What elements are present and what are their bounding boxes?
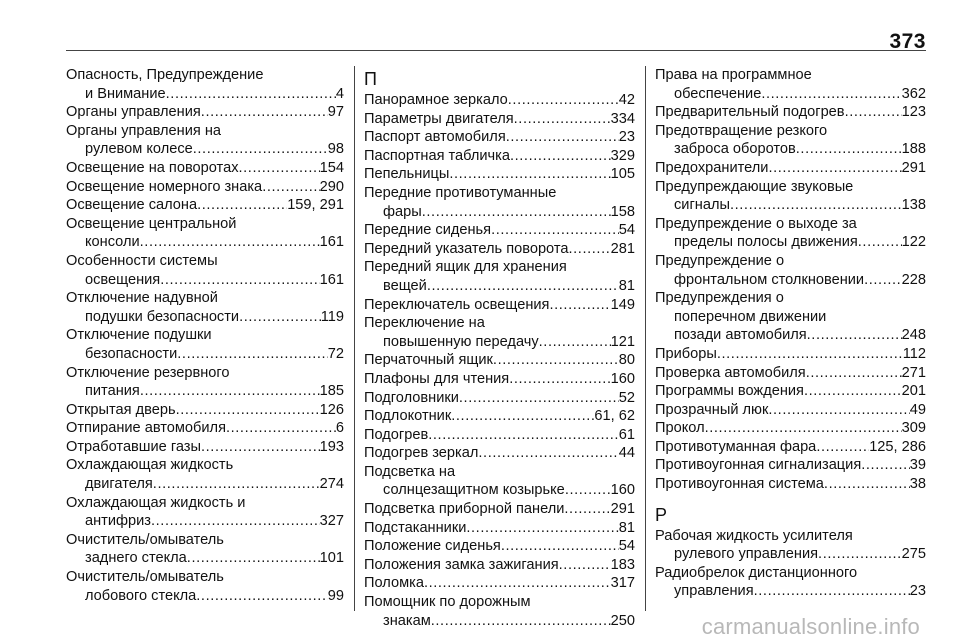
index-entry-text: Предохранители xyxy=(655,159,769,176)
index-entry-page: 329 xyxy=(610,147,635,164)
leader-dots xyxy=(510,147,611,166)
index-entry-page: 317 xyxy=(610,575,635,592)
index-entry-text: Отключение надувной xyxy=(66,290,218,307)
leader-dots xyxy=(569,240,611,259)
index-entry-page: 281 xyxy=(610,240,635,257)
index-entry-text: Освещение номерного знака xyxy=(66,178,263,195)
leader-dots xyxy=(807,326,902,345)
leader-dots xyxy=(176,401,320,420)
leader-dots xyxy=(705,419,902,438)
index-entry-page: 23 xyxy=(909,583,926,600)
index-entry-text: Противоугонная система xyxy=(655,476,824,493)
index-entry xyxy=(364,537,635,556)
leader-dots xyxy=(565,481,611,500)
leader-dots xyxy=(166,85,336,104)
index-entry xyxy=(66,364,344,401)
index-entry xyxy=(364,110,635,129)
index-entry-text: заднего стекла xyxy=(85,550,187,567)
leader-dots xyxy=(506,128,619,147)
index-entry-page: 161 xyxy=(319,234,344,251)
index-entry xyxy=(364,407,635,426)
leader-dots xyxy=(824,475,910,494)
index-entry-text: Переключатель освещения xyxy=(364,296,550,313)
index-entry xyxy=(364,593,635,630)
leader-dots xyxy=(549,296,610,315)
index-entry-text: Предупреждающие звуковые xyxy=(655,178,854,195)
index-column-3 xyxy=(645,66,926,611)
index-column-1 xyxy=(66,66,344,611)
index-entry-page: 248 xyxy=(901,327,926,344)
index-entry-text: Программы вождения xyxy=(655,383,804,400)
index-entry-text: фары xyxy=(383,203,422,220)
index-entry-text: Отпирание автомобиля xyxy=(66,420,226,437)
index-entry-text: двигателя xyxy=(85,476,153,493)
leader-dots xyxy=(428,426,619,445)
index-entry-page: 271 xyxy=(901,364,926,381)
index-entry-page: 42 xyxy=(618,92,635,108)
leader-dots xyxy=(187,549,320,568)
leader-dots xyxy=(861,456,910,475)
index-entry-text: Радиобрелок дистанционного xyxy=(655,564,858,581)
index-list-p-cont xyxy=(655,66,926,494)
index-entry-text: освещения xyxy=(85,271,161,288)
leader-dots xyxy=(539,333,611,352)
index-entry xyxy=(655,345,926,364)
index-entry-page: 99 xyxy=(327,587,344,604)
leader-dots xyxy=(239,308,321,327)
index-entry xyxy=(66,568,344,605)
leader-dots xyxy=(559,556,611,575)
index-entry-page: 158 xyxy=(610,203,635,220)
leader-dots xyxy=(239,159,320,178)
index-entry xyxy=(364,147,635,166)
index-entry-page: 54 xyxy=(618,538,635,555)
leader-dots xyxy=(845,103,902,122)
leader-dots xyxy=(864,271,902,290)
index-entry-page: 52 xyxy=(618,389,635,406)
leader-dots xyxy=(730,196,902,215)
leader-dots xyxy=(501,537,619,556)
index-entry-page: 44 xyxy=(618,445,635,462)
index-entry xyxy=(66,122,344,159)
leader-dots xyxy=(451,407,594,426)
leader-dots xyxy=(427,277,619,296)
leader-dots xyxy=(478,444,618,463)
index-entry-text: позади автомобиля xyxy=(674,327,807,344)
header-rule xyxy=(66,50,926,51)
index-entry-page: 119 xyxy=(320,308,344,325)
leader-dots xyxy=(177,345,328,364)
index-entry-page: 290 xyxy=(319,178,344,195)
index-entry xyxy=(655,564,926,601)
index-entry-text: Подголовники xyxy=(364,389,459,406)
index-entry-text: Подстаканники xyxy=(364,519,467,536)
leader-dots xyxy=(197,196,287,215)
index-entry-page: 39 xyxy=(909,457,926,474)
index-entry-text: Передние противотуманные xyxy=(364,184,557,201)
index-entry xyxy=(66,419,344,438)
index-entry-text: сигналы xyxy=(674,197,730,214)
leader-dots xyxy=(754,582,910,601)
index-entry-text: вещей xyxy=(383,277,427,294)
index-entry xyxy=(66,289,344,326)
index-entry-text: Передний ящик для хранения xyxy=(364,259,567,276)
index-entry-text: Открытая дверь xyxy=(66,401,176,418)
index-entry xyxy=(655,178,926,215)
index-entry-text: Передний указатель поворота xyxy=(364,240,569,257)
index-entry-page: 122 xyxy=(901,234,926,251)
index-entry xyxy=(655,103,926,122)
index-entry-page: 274 xyxy=(319,476,344,493)
index-list-p xyxy=(364,91,635,630)
index-entry xyxy=(364,128,635,147)
index-entry-page: 101 xyxy=(319,550,344,567)
index-entry-page: 125, 286 xyxy=(869,438,926,455)
index-entry xyxy=(364,426,635,445)
index-entry-page: 149 xyxy=(610,296,635,313)
index-entry xyxy=(364,500,635,519)
index-entry-text: Предупреждения о xyxy=(655,290,784,307)
index-entry-text: подушки безопасности xyxy=(85,308,240,325)
index-entry xyxy=(655,475,926,494)
index-entry xyxy=(364,463,635,500)
index-entry xyxy=(655,438,926,457)
index-entry-text: Очиститель/омыватель xyxy=(66,569,224,586)
index-entry-page: 250 xyxy=(610,612,635,629)
leader-dots xyxy=(768,401,909,420)
index-entry-text: Параметры двигателя xyxy=(364,110,514,127)
page-number: 373 xyxy=(889,30,926,53)
index-entry-text: обеспечение xyxy=(674,85,762,102)
index-entry xyxy=(66,178,344,197)
index-entry-text: Права на программное xyxy=(655,67,812,83)
index-entry-page: 80 xyxy=(618,352,635,369)
leader-dots xyxy=(153,475,320,494)
index-entry-page: 105 xyxy=(610,166,635,183)
leader-dots xyxy=(514,110,611,129)
index-entry xyxy=(364,296,635,315)
index-entry xyxy=(364,519,635,538)
index-entry-page: 61 xyxy=(618,426,635,443)
index-entry-text: Панорамное зеркало xyxy=(364,92,508,108)
index-entry-page: 228 xyxy=(901,271,926,288)
index-entry-text: питания xyxy=(85,383,140,400)
index-entry-text: антифриз xyxy=(85,513,151,530)
letter-heading-r: Р xyxy=(655,504,668,525)
index-entry-page: 154 xyxy=(319,159,344,176)
index-entry-text: Освещение на поворотах xyxy=(66,159,239,176)
index-entry xyxy=(66,456,344,493)
index-column-2 xyxy=(354,66,635,629)
index-entry-page: 161 xyxy=(319,271,344,288)
index-entry-text: Предотвращение резкого xyxy=(655,122,828,139)
index-entry-text: повышенную передачу xyxy=(383,333,539,350)
index-entry-text: фронтальном столкновении xyxy=(674,271,865,288)
index-entry-text: Охлаждающая жидкость xyxy=(66,457,234,474)
index-entry-page: 193 xyxy=(319,438,344,455)
index-entry xyxy=(655,252,926,289)
leader-dots xyxy=(564,500,610,519)
index-entry xyxy=(655,215,926,252)
index-entry-page: 112 xyxy=(902,345,926,362)
index-entry-page: 160 xyxy=(610,482,635,499)
index-entry-page: 81 xyxy=(618,519,635,536)
index-entry-text: Рабочая жидкость усилителя xyxy=(655,527,853,544)
leader-dots xyxy=(466,519,618,538)
index-entry-page: 121 xyxy=(610,333,635,350)
index-entry-text: Органы управления на xyxy=(66,122,222,139)
leader-dots xyxy=(422,203,611,222)
index-entry-page: 38 xyxy=(909,476,926,493)
index-entry-page: 275 xyxy=(901,546,926,563)
index-entry-page: 362 xyxy=(901,85,926,102)
leader-dots xyxy=(816,438,869,457)
letter-heading-p: П xyxy=(364,69,377,89)
index-entry xyxy=(364,184,635,221)
index-entry-page: 81 xyxy=(618,277,635,294)
index-entry-page: 327 xyxy=(319,513,344,530)
index-entry-text: Отключение резервного xyxy=(66,364,230,381)
leader-dots xyxy=(262,178,319,197)
leader-dots xyxy=(509,370,610,389)
index-entry-page: 72 xyxy=(327,345,344,362)
index-entry-page: 4 xyxy=(335,85,344,102)
index-entry-text: пределы полосы движения xyxy=(674,234,858,251)
index-entry xyxy=(66,531,344,568)
index-entry-text: Отработавшие газы xyxy=(66,438,201,455)
index-entry-text: Освещение центральной xyxy=(66,215,237,232)
leader-dots xyxy=(140,382,320,401)
index-entry xyxy=(66,103,344,122)
index-entry-text: Передние сиденья xyxy=(364,222,492,239)
index-entry-page: 309 xyxy=(901,420,926,437)
index-entry xyxy=(66,196,344,215)
index-entry-text: Положения замка зажигания xyxy=(364,556,559,573)
index-entry-text: Прокол xyxy=(655,420,705,437)
index-list-r xyxy=(655,527,926,601)
index-entry xyxy=(66,401,344,420)
index-entry xyxy=(364,258,635,295)
index-entry-page: 185 xyxy=(319,383,344,400)
index-entry-page: 201 xyxy=(901,383,926,400)
leader-dots xyxy=(160,271,319,290)
index-entry-page: 6 xyxy=(335,420,344,437)
leader-dots xyxy=(449,165,610,184)
index-entry-text: безопасности xyxy=(85,345,178,362)
index-entry xyxy=(364,444,635,463)
index-entry-text: Перчаточный ящик xyxy=(364,352,493,369)
leader-dots xyxy=(491,221,619,240)
index-entry xyxy=(655,122,926,159)
index-entry-text: Пепельницы xyxy=(364,166,450,183)
watermark: carmanualsonline.info xyxy=(701,614,920,639)
index-entry-page: 54 xyxy=(618,222,635,239)
index-entry-text: Опасность, Предупреждение xyxy=(66,67,264,83)
index-entry xyxy=(655,401,926,420)
index-entry-text: Особенности системы xyxy=(66,252,218,269)
index-entry-text: Помощник по дорожным xyxy=(364,594,531,611)
index-entry-text: Противотуманная фара xyxy=(655,438,817,455)
leader-dots xyxy=(804,382,902,401)
index-entry-page: 183 xyxy=(610,556,635,573)
index-entry-text: Охлаждающая жидкость и xyxy=(66,494,246,511)
index-entry-page: 159, 291 xyxy=(287,197,344,214)
index-entry-text: знакам xyxy=(383,612,431,629)
index-entry xyxy=(66,494,344,531)
index-entry xyxy=(66,326,344,363)
index-entry xyxy=(655,419,926,438)
index-entry-text: Подлокотник xyxy=(364,408,452,425)
index-entry-text: поперечном движении xyxy=(674,308,827,325)
index-entry-text: Очиститель/омыватель xyxy=(66,531,224,548)
index-entry-page: 23 xyxy=(618,129,635,146)
index-entry-text: Паспорт автомобиля xyxy=(364,129,506,146)
index-entry xyxy=(655,382,926,401)
index-entry xyxy=(655,364,926,383)
index-entry xyxy=(364,556,635,575)
index-entry-text: управления xyxy=(674,583,754,600)
index-entry-page: 123 xyxy=(901,104,926,121)
leader-dots xyxy=(717,345,903,364)
index-entry-text: Прозрачный люк xyxy=(655,401,769,418)
leader-dots xyxy=(459,389,619,408)
leader-dots xyxy=(818,545,902,564)
index-entry xyxy=(655,66,926,103)
index-entry-text: Проверка автомобиля xyxy=(655,364,806,381)
leader-dots xyxy=(201,438,320,457)
index-entry-page: 98 xyxy=(327,141,344,158)
index-entry xyxy=(364,351,635,370)
index-entry-text: заброса оборотов xyxy=(674,141,796,158)
index-entry xyxy=(66,438,344,457)
index-entry-text: консоли xyxy=(85,234,140,251)
leader-dots xyxy=(806,364,902,383)
index-entry-page: 334 xyxy=(610,110,635,127)
index-entry-text: Паспортная табличка xyxy=(364,147,510,164)
index-entry-text: Подсветка приборной панели xyxy=(364,501,565,518)
index-entry xyxy=(364,221,635,240)
index-entry xyxy=(655,289,926,345)
index-entry xyxy=(364,91,635,110)
leader-dots xyxy=(151,512,320,531)
index-entry-page: 188 xyxy=(901,141,926,158)
leader-dots xyxy=(140,233,320,252)
index-entry xyxy=(364,574,635,593)
leader-dots xyxy=(768,159,901,178)
index-entry-page: 97 xyxy=(327,104,344,121)
index-entry xyxy=(655,456,926,475)
index-entry-text: Подогрев xyxy=(364,426,429,443)
leader-dots xyxy=(796,140,902,159)
leader-dots xyxy=(424,574,611,593)
index-entry-text: и Внимание xyxy=(85,85,166,102)
leader-dots xyxy=(508,91,619,110)
leader-dots xyxy=(493,351,619,370)
index-entry xyxy=(655,159,926,178)
index-entry-text: Органы управления xyxy=(66,104,201,121)
index-entry xyxy=(66,252,344,289)
index-entry-page: 49 xyxy=(909,401,926,418)
index-entry-text: Противоугонная сигнализация xyxy=(655,457,862,474)
index-entry-text: Переключение на xyxy=(364,315,485,332)
index-entry xyxy=(66,159,344,178)
index-entry xyxy=(364,314,635,351)
leader-dots xyxy=(201,103,328,122)
index-entry-text: солнцезащитном козырьке xyxy=(383,482,565,499)
index-entry-page: 126 xyxy=(319,401,344,418)
index-entry-text: Освещение салона xyxy=(66,197,198,214)
index-entry-text: Плафоны для чтения xyxy=(364,370,510,387)
leader-dots xyxy=(196,587,328,606)
index-entry-page: 160 xyxy=(610,370,635,387)
leader-dots xyxy=(431,612,611,631)
index-entry-text: Подсветка на xyxy=(364,463,456,480)
leader-dots xyxy=(761,85,901,104)
index-entry xyxy=(364,165,635,184)
index-entry xyxy=(364,389,635,408)
index-entry xyxy=(66,66,344,103)
index-entry xyxy=(66,215,344,252)
leader-dots xyxy=(193,140,328,159)
index-entry xyxy=(655,527,926,564)
index-entry-text: Подогрев зеркал xyxy=(364,445,479,462)
index-entry-text: Предупреждение о выходе за xyxy=(655,215,857,232)
index-entry-page: 61, 62 xyxy=(594,408,635,425)
index-entry-text: Поломка xyxy=(364,575,424,592)
index-entry-page: 291 xyxy=(901,159,926,176)
index-entry-text: Отключение подушки xyxy=(66,327,212,344)
index-entry-text: рулевого управления xyxy=(674,546,819,563)
index-entry xyxy=(364,370,635,389)
index-entry-text: рулевом колесе xyxy=(85,141,193,158)
leader-dots xyxy=(858,233,902,252)
index-entry-text: Приборы xyxy=(655,345,717,362)
index-entry-page: 138 xyxy=(901,197,926,214)
leader-dots xyxy=(226,419,336,438)
index-entry xyxy=(364,240,635,259)
index-entry-text: лобового стекла xyxy=(85,587,197,604)
index-entry-page: 291 xyxy=(610,501,635,518)
index-entry-text: Положение сиденья xyxy=(364,538,501,555)
index-entry-text: Предупреждение о xyxy=(655,252,785,269)
index-entry-text: Предварительный подогрев xyxy=(655,104,845,121)
